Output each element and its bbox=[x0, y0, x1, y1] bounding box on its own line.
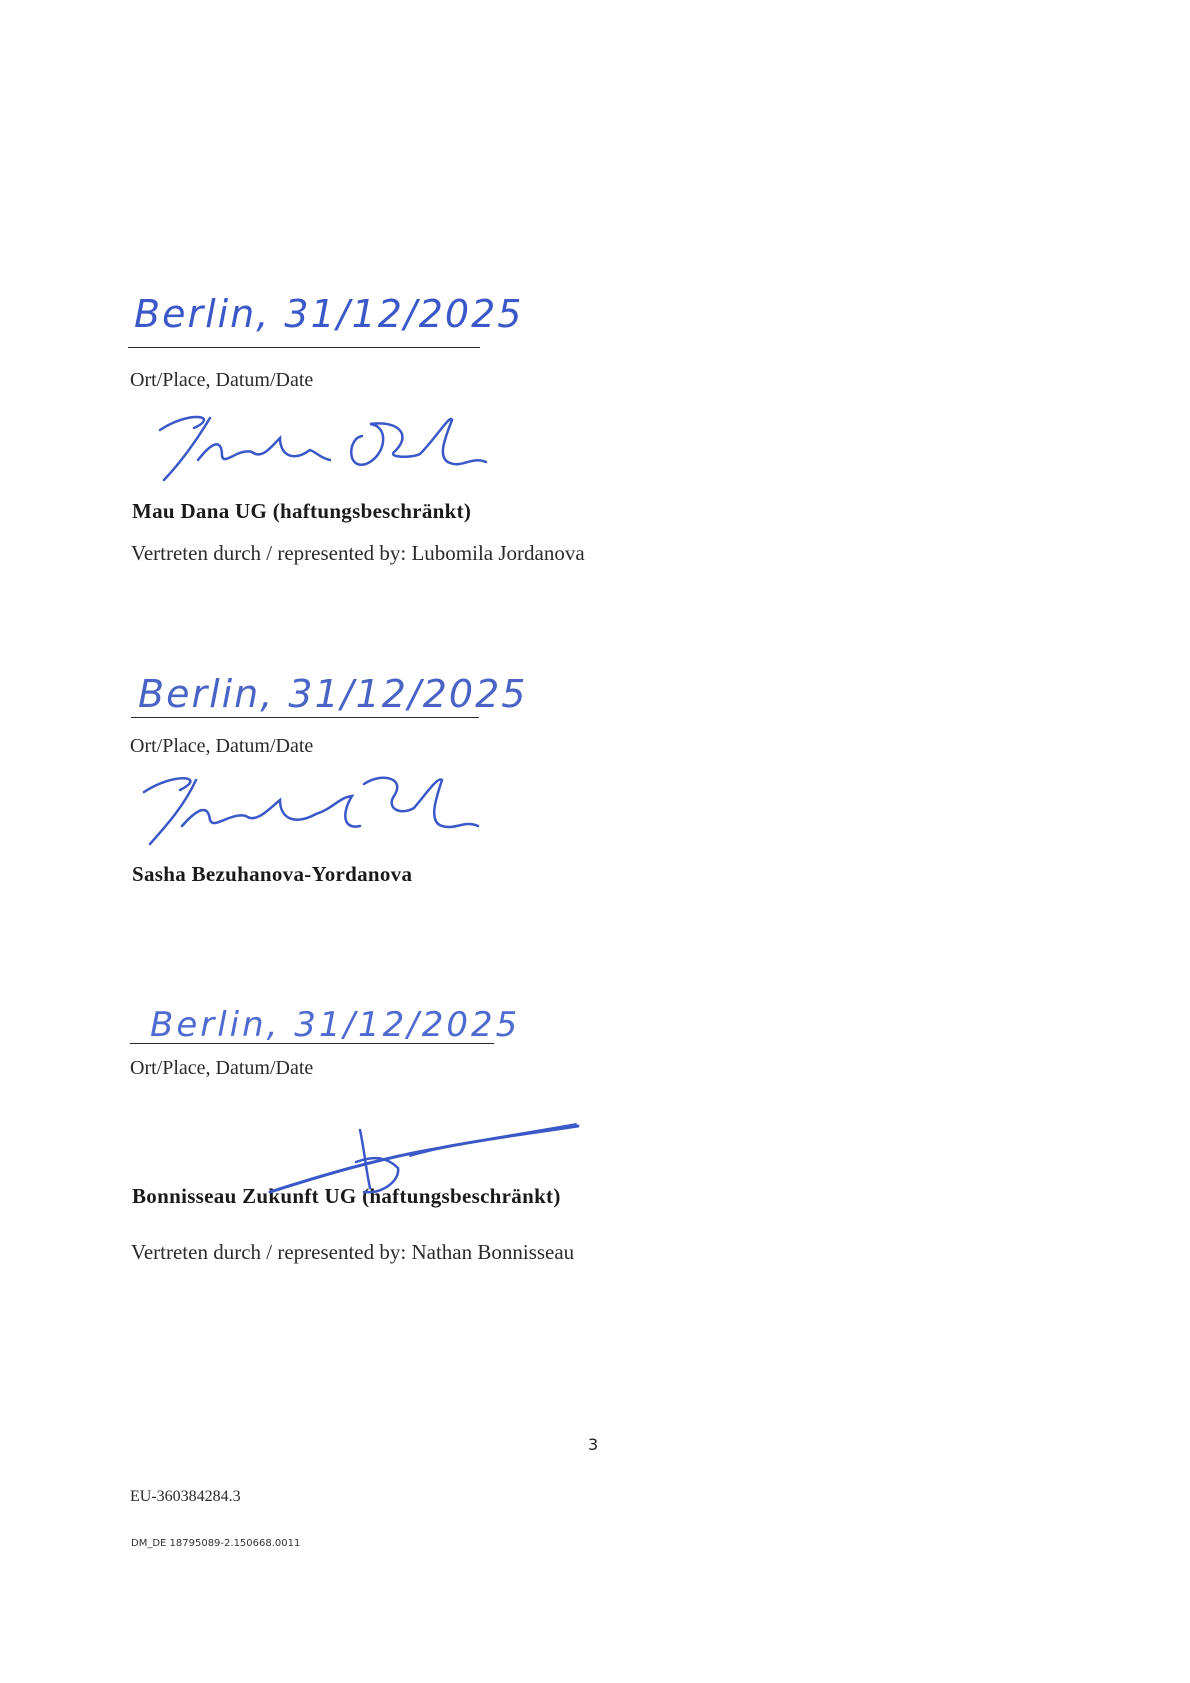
place-date-label: Ort/Place, Datum/Date bbox=[130, 1057, 314, 1079]
dm-reference: DM_DE 18795089-2.150668.0011 bbox=[131, 1538, 301, 1549]
place-date-line bbox=[130, 1043, 494, 1044]
handwritten-place-date: Berlin, 31/12/2025 bbox=[134, 292, 524, 336]
party-name: Mau Dana UG (haftungsbeschränkt) bbox=[132, 499, 472, 523]
handwritten-signature bbox=[260, 1108, 590, 1208]
place-date-line bbox=[128, 347, 480, 348]
represented-by: Vertreten durch / represented by: Lubomila Jordanova bbox=[131, 541, 585, 565]
party-name: Sasha Bezuhanova-Yordanova bbox=[132, 862, 413, 886]
handwritten-place-date: Berlin, 31/12/2025 bbox=[138, 672, 528, 716]
place-date-label: Ort/Place, Datum/Date bbox=[130, 735, 314, 757]
handwritten-signature bbox=[150, 408, 530, 483]
party-name: Bonnisseau Zukunft UG (haftungsbeschränkt) bbox=[132, 1184, 561, 1208]
document-id: EU-360384284.3 bbox=[130, 1488, 241, 1505]
represented-by: Vertreten durch / represented by: Nathan Bonnisseau bbox=[131, 1240, 575, 1264]
handwritten-place-date: Berlin, 31/12/2025 bbox=[150, 1005, 521, 1045]
handwritten-signature bbox=[138, 768, 498, 848]
place-date-label: Ort/Place, Datum/Date bbox=[130, 369, 314, 391]
place-date-line bbox=[131, 717, 479, 718]
page-number: 3 bbox=[588, 1435, 599, 1454]
